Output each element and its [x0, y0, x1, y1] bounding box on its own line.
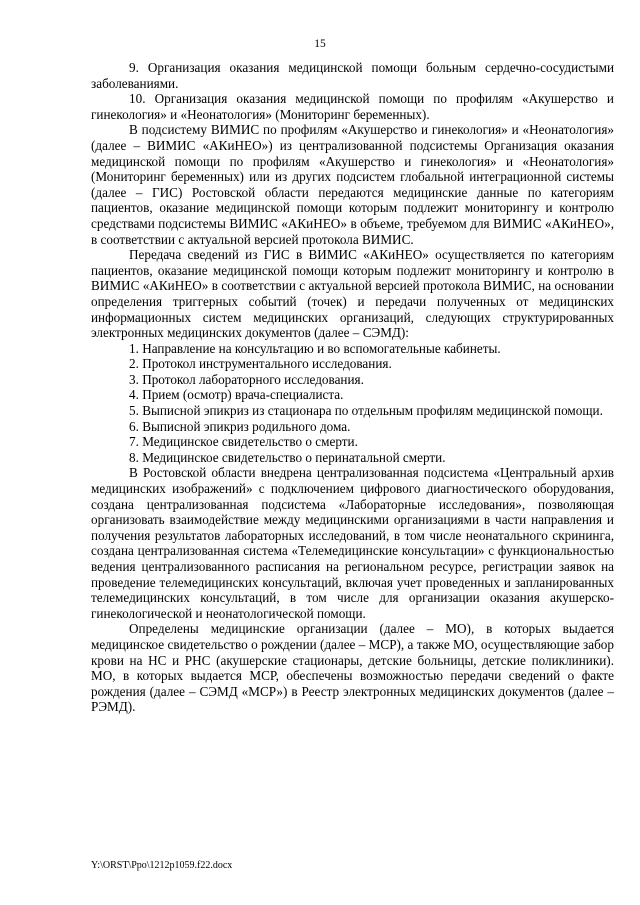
paragraph-rostov-subsystems: В Ростовской области внедрена централизованная подсистема «Центральный архив медицинских изображений» с подключением цифрового диагностического оборудования, создана централизованная подсистема «Лабораторные исследования», позволяющая организовать взаимодействие между медицинскими организациями в части направления и получения результатов лабораторных исследований, в том числе неонатального скрининга, создана централизованная система «Телемедицинские консультации» с функциональностью ведения централизованного расписания на региональном ресурсе, регистрации заявок на проведение телемедицинских консультаций, включая учет проведенных и запланированных телемедицинских консультаций, в том числе для организации оказания акушерско-гинекологической и неонатологической помощи.: [91, 465, 614, 621]
file-path-footer: Y:\ORST\Ppo\1212p1059.f22.docx: [91, 860, 233, 871]
semd-item-1: 1. Направление на консультацию и во вспомогательные кабинеты.: [129, 340, 501, 356]
paragraph-gis-transfer: Передача сведений из ГИС в ВИМИС «АКиНЕО» осуществляется по категориям пациентов, оказание медицинской помощи которым подлежит мониторингу и контролю в ВИМИС «АКиНЕО» в соответствии с актуальной версией протокола ВИМИС, на основании определения триггерных событий (точек) и передачи полученных от медицинских информационных систем медицинских организаций, следующих структурированных электронных медицинских документов (далее – СЭМД):: [91, 247, 614, 341]
semd-item-7: 7. Медицинское свидетельство о смерти.: [129, 434, 358, 450]
semd-item-6: 6. Выписной эпикриз родильного дома.: [129, 418, 351, 434]
semd-item-5: 5. Выписной эпикриз из стационара по отдельным профилям медицинской помощи.: [129, 403, 603, 419]
page-number: 15: [314, 38, 326, 50]
paragraph-medical-organizations: Определены медицинские организации (далее – МО), в которых выдается медицинское свидетельство о рождении (далее – МСР), а также МО, осуществляющие забор крови на НС и РНС (акушерские стационары, детские больницы, детские поликлиники). МО, в которых выдается МСР, обеспечены возможностью передачи сведений о факте рождения (далее – СЭМД «МСР») в Реестр электронных медицинских документов (далее – РЭМД).: [91, 621, 614, 715]
list-item-10: 10. Организация оказания медицинской помощи по профилям «Акушерство и гинекология» и «Неонатология» (Мониторинг беременных).: [91, 91, 614, 122]
paragraph-vimis-transfer: В подсистему ВИМИС по профилям «Акушерство и гинекология» и «Неонатология» (далее – ВИМИС «АКиНЕО») из централизованной подсистемы Организация оказания медицинской помощи по профилям «Акушерство и гинекология» и «Неонатология» (Мониторинг беременных) или из других подсистем глобальной интеграционной системы (далее – ГИС) Ростовской области передаются медицинские данные по категориям пациентов, оказание медицинской помощи которым подлежит мониторингу и контролю средствами подсистемы ВИМИС «АКиНЕО» в объеме, требуемом для ВИМИС «АКиНЕО», в соответствии с актуальной версией протокола ВИМИС.: [91, 122, 614, 247]
semd-item-3: 3. Протокол лабораторного исследования.: [129, 371, 364, 387]
list-item-9: 9. Организация оказания медицинской помощи больным сердечно-сосудистыми заболеваниями.: [91, 60, 614, 91]
body-text: [91, 60, 614, 715]
semd-item-2: 2. Протокол инструментального исследования.: [129, 356, 392, 372]
semd-item-4: 4. Прием (осмотр) врача-специалиста.: [129, 387, 344, 403]
semd-item-8: 8. Медицинское свидетельство о перинатальной смерти.: [129, 449, 446, 465]
